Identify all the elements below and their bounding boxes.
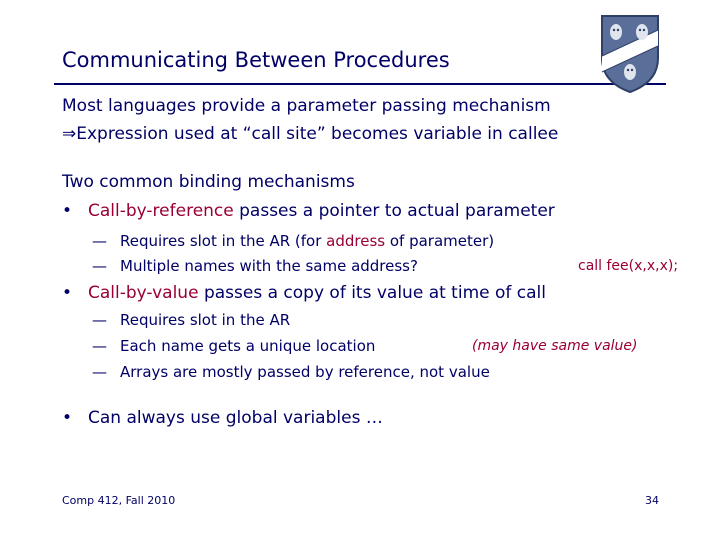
sub-item-text: Requires slot in the AR [120, 311, 291, 329]
intro-line-1: Most languages provide a parameter passing mechanism [62, 96, 551, 116]
implies-arrow-icon: ⇒ [62, 124, 77, 144]
term-call-by-reference: Call-by-reference [88, 201, 234, 221]
shield-logo-icon [598, 12, 662, 94]
bullet-text: passes a copy of its value at time of call [198, 283, 546, 303]
term-call-by-value: Call-by-value [88, 283, 199, 303]
page-number: 34 [645, 494, 659, 507]
bullet-icon: • [62, 283, 73, 303]
bullet-text: passes a pointer to actual parameter [233, 201, 555, 221]
bullet-text: Can always use global variables … [88, 408, 383, 428]
bullet-icon: • [62, 201, 73, 221]
section-heading: Two common binding mechanisms [62, 172, 355, 192]
sub-item-ref-2 [92, 257, 418, 275]
footer-course: Comp 412, Fall 2010 [62, 494, 176, 507]
bullet-icon: • [62, 408, 73, 428]
sub-item-text: Each name gets a unique location [120, 337, 376, 355]
sub-item-val-3 [92, 363, 490, 381]
slide-title: Communicating Between Procedures [62, 48, 450, 72]
bullet-global-variables [62, 408, 383, 428]
call-example-note: call fee(x,x,x); [578, 258, 679, 274]
dash-icon: — [92, 363, 107, 381]
sub-item-text: Multiple names with the same address? [120, 257, 418, 275]
same-value-note: (may have same value) [472, 338, 638, 354]
dash-icon: — [92, 232, 107, 250]
intro-line-2-text: Expression used at “call site” becomes variable in callee [76, 124, 559, 144]
sub-item-text: of parameter) [385, 232, 495, 250]
sub-item-val-1 [92, 311, 290, 329]
sub-item-val-2 [92, 337, 375, 355]
intro-line-2 [62, 124, 558, 144]
title-divider [54, 83, 666, 85]
dash-icon: — [92, 311, 107, 329]
term-address: address [326, 232, 386, 250]
dash-icon: — [92, 337, 107, 355]
sub-item-ref-1 [92, 232, 494, 250]
dash-icon: — [92, 257, 107, 275]
bullet-call-by-value [62, 283, 546, 303]
bullet-call-by-reference [62, 201, 555, 221]
sub-item-text: Requires slot in the AR (for [120, 232, 327, 250]
sub-item-text: Arrays are mostly passed by reference, not value [120, 363, 490, 381]
